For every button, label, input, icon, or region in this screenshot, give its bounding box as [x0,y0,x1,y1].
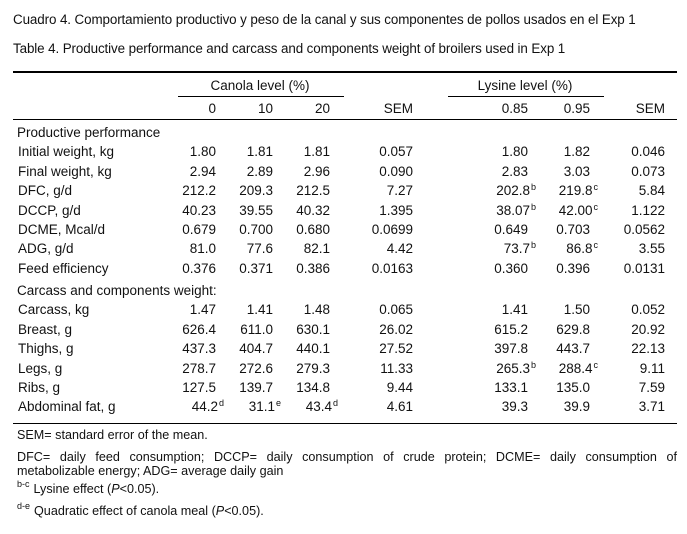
note-quadratic-text-end: <0.05). [224,504,264,518]
cell-value: 0.052 [631,302,665,318]
cell-value: 73.7 [503,241,530,257]
cell-value: 209.3 [239,183,273,199]
canola-group-underline [178,96,344,97]
cell-value: 278.7 [182,360,216,376]
cell-value: 202.8 [496,183,530,199]
cell-value: 39.55 [239,202,273,218]
note-quadratic-p: P [215,504,225,518]
table-cell [585,222,665,238]
cell-value: 0.090 [379,163,413,179]
cell-value: 1.122 [631,202,665,218]
cell-value: 0.649 [494,222,528,237]
cell-value: 9.44 [386,380,413,395]
cell-value: 82.1 [303,241,330,257]
cell-value: 404.7 [239,341,273,357]
cell-value: 279.3 [296,360,330,376]
cell-value: 0.065 [379,302,413,318]
table-cell [585,380,665,396]
note-quadratic-effect [17,501,264,519]
cell-value: 39.9 [563,399,590,415]
cell-value: 42.00 [558,202,593,218]
table-cell [585,241,665,257]
table-cell [250,164,330,180]
table-cell [333,302,413,318]
note-lysine-superscript: b-c [17,479,30,489]
cell-value: 397.8 [494,341,528,357]
table-cell [510,322,590,338]
cell-value: 2.94 [189,163,216,179]
cell-value: 139.7 [239,380,273,395]
cell-value: 437.3 [182,341,216,357]
note-lysine-effect [17,479,160,497]
cell-value: 1.82 [563,144,590,160]
cell-value: 0.396 [556,260,590,276]
canola-group-header: Canola level (%) [210,78,310,93]
table-cell [250,183,330,199]
note-lysine-text-end: <0.05). [119,482,160,496]
cell-value: 1.81 [303,144,330,160]
cell-value: 0.386 [296,260,330,276]
cell-value: 615.2 [494,321,528,337]
cell-value: 0.0562 [623,222,665,237]
cell-value: 212.2 [182,183,216,199]
row-label: Carcass, kg [18,302,90,318]
caption-es: Cuadro 4. Comportamiento productivo y peso de la canal y sus componentes de pollos usados en el Exp 1 [13,12,636,27]
table-cell [250,203,330,219]
cell-value: 0.700 [239,222,273,237]
significance-superscript: c [593,201,598,212]
significance-superscript: b [530,240,536,251]
table-cell [333,361,413,377]
cell-value: 0.371 [239,260,273,276]
cell-value: 219.8 [558,183,593,199]
note-quadratic-superscript: d-e [17,501,31,511]
cell-value: 2.83 [501,163,528,179]
cell-value: 22.13 [631,341,665,357]
row-label: Thighs, g [18,341,74,357]
table-cell [585,361,665,377]
row-label: ADG, g/d [18,241,74,257]
cell-value: 0.046 [631,144,665,160]
table-cell [258,399,338,415]
column-header-2: 20 [314,101,330,116]
cell-value: 2.89 [246,163,273,179]
table-cell [333,222,413,238]
header-rule [13,119,677,120]
table-cell [585,144,665,160]
cell-value: 0.360 [494,260,528,276]
cell-value: 1.80 [189,144,216,160]
cell-value: 0.057 [379,144,413,160]
significance-superscript: e [275,398,281,409]
table-cell [333,399,413,415]
lysine-group-header: Lysine level (%) [477,78,573,93]
table-cell [250,380,330,396]
cell-value: 0.0699 [371,222,413,237]
column-header-4: 0.85 [501,101,528,116]
cell-value: 1.80 [501,144,528,160]
cell-value: 5.84 [638,183,665,199]
cell-value: 11.33 [380,360,413,376]
table-cell [250,144,330,160]
table-cell [333,183,413,199]
column-header-5: 0.95 [563,101,590,116]
column-header-0: 0 [208,101,216,116]
cell-value: 440.1 [296,341,330,357]
note-lysine-p: P [111,482,120,496]
cell-value: 134.8 [296,380,330,395]
cell-value: 135.0 [556,380,590,395]
row-label: DCME, Mcal/d [18,222,106,237]
cell-value: 0.073 [631,163,665,179]
table-cell [250,241,330,257]
lysine-group-underline [448,96,604,97]
cell-value: 1.41 [246,302,273,318]
significance-superscript: c [593,359,598,370]
table-cell [333,261,413,277]
cell-value: 1.81 [246,144,273,160]
cell-value: 81.0 [189,241,216,257]
cell-value: 272.6 [239,360,273,376]
table-cell [333,203,413,219]
cell-value: 44.2 [191,399,218,415]
column-header-3: SEM [383,101,413,116]
table-cell [333,341,413,357]
row-label: DCCP, g/d [18,202,81,218]
cell-value: 38.07 [496,202,530,218]
table-cell [510,341,590,357]
cell-value: 0.680 [296,222,330,237]
cell-value: 0.679 [182,222,216,237]
significance-superscript: b [530,359,536,370]
cell-value: 265.3 [496,360,530,376]
significance-superscript: c [593,240,598,251]
cell-value: 0.376 [182,260,216,276]
cell-value: 611.0 [240,321,273,337]
table-cell [250,361,330,377]
table-cell [333,380,413,396]
table-cell [333,241,413,257]
cell-value: 4.42 [386,241,413,257]
cell-value: 26.02 [379,321,413,337]
cell-value: 626.4 [182,321,216,337]
table-cell [510,164,590,180]
row-label: Final weight, kg [18,163,112,179]
note-quadratic-text: Quadratic effect of canola meal ( [34,504,216,518]
cell-value: 1.41 [501,302,528,318]
cell-value: 0.0131 [623,260,665,276]
cell-value: 39.3 [501,399,528,415]
table-cell [585,322,665,338]
note-lysine-text: Lysine effect ( [33,482,112,496]
cell-value: 1.395 [379,202,413,218]
table-cell [585,164,665,180]
cell-value: 43.4 [305,399,332,415]
row-label: Legs, g [18,360,63,376]
cell-value: 3.71 [638,399,665,415]
table-cell [333,322,413,338]
caption-en: Table 4. Productive performance and carcass and components weight of broilers used in Exp 1 [13,41,566,56]
cell-value: 630.1 [296,321,330,337]
cell-value: 1.48 [303,302,330,318]
significance-superscript: b [530,201,536,212]
cell-value: 9.11 [639,360,665,376]
cell-value: 443.7 [556,341,590,357]
cell-value: 20.92 [631,321,665,337]
table-cell [250,222,330,238]
section-title: Carcass and components weight: [17,283,217,298]
table-cell [585,302,665,318]
cell-value: 86.8 [566,241,593,257]
cell-value: 629.8 [556,321,590,337]
table-cell [585,399,665,415]
cell-value: 40.23 [182,202,216,218]
table-cell [250,341,330,357]
table-cell [585,261,665,277]
cell-value: 133.1 [494,380,528,395]
section-title: Productive performance [17,125,161,140]
cell-value: 4.61 [386,399,413,415]
table-cell [250,261,330,277]
cell-value: 1.47 [189,302,216,318]
cell-value: 40.32 [296,202,330,218]
cell-value: 7.59 [638,380,665,395]
row-label: Abdominal fat, g [18,399,116,415]
significance-superscript: b [530,182,536,193]
cell-value: 0.0163 [371,260,413,276]
top-rule [13,71,677,73]
cell-value: 31.1 [248,399,275,415]
significance-superscript: d [332,398,338,409]
table-cell [510,222,590,238]
table-cell [585,183,665,199]
table-cell [250,322,330,338]
cell-value: 7.27 [386,183,413,199]
cell-value: 1.50 [563,302,590,318]
table-cell [510,302,590,318]
table-cell [510,380,590,396]
cell-value: 77.6 [246,241,273,257]
row-label: Ribs, g [18,380,61,395]
table-cell [510,399,590,415]
note-abbreviations: DFC= daily feed consumption; DCCP= daily consumption of crude protein; DCME= daily consumption of metabolizable energy; ADG= average daily gain [17,450,677,478]
significance-superscript: d [218,398,224,409]
cell-value: 27.52 [379,341,413,357]
significance-superscript: c [593,182,598,193]
row-label: Breast, g [18,321,73,337]
table-cell [333,164,413,180]
table-cell [510,261,590,277]
row-label: Feed efficiency [18,260,109,276]
column-header-6: SEM [635,101,665,116]
cell-value: 127.5 [182,380,216,395]
row-label: Initial weight, kg [18,144,115,160]
cell-value: 212.5 [296,183,330,199]
table-cell [510,144,590,160]
cell-value: 0.703 [556,222,590,237]
table-cell [585,203,665,219]
cell-value: 2.96 [303,163,330,179]
bottom-rule [13,423,677,424]
row-label: DFC, g/d [18,183,73,199]
cell-value: 3.55 [638,241,665,257]
table-cell [333,144,413,160]
cell-value: 3.03 [563,163,590,179]
table-cell [585,341,665,357]
table-cell [250,302,330,318]
cell-value: 288.4 [558,360,593,376]
note-sem: SEM= standard error of the mean. [17,428,208,442]
column-header-1: 10 [257,101,273,116]
